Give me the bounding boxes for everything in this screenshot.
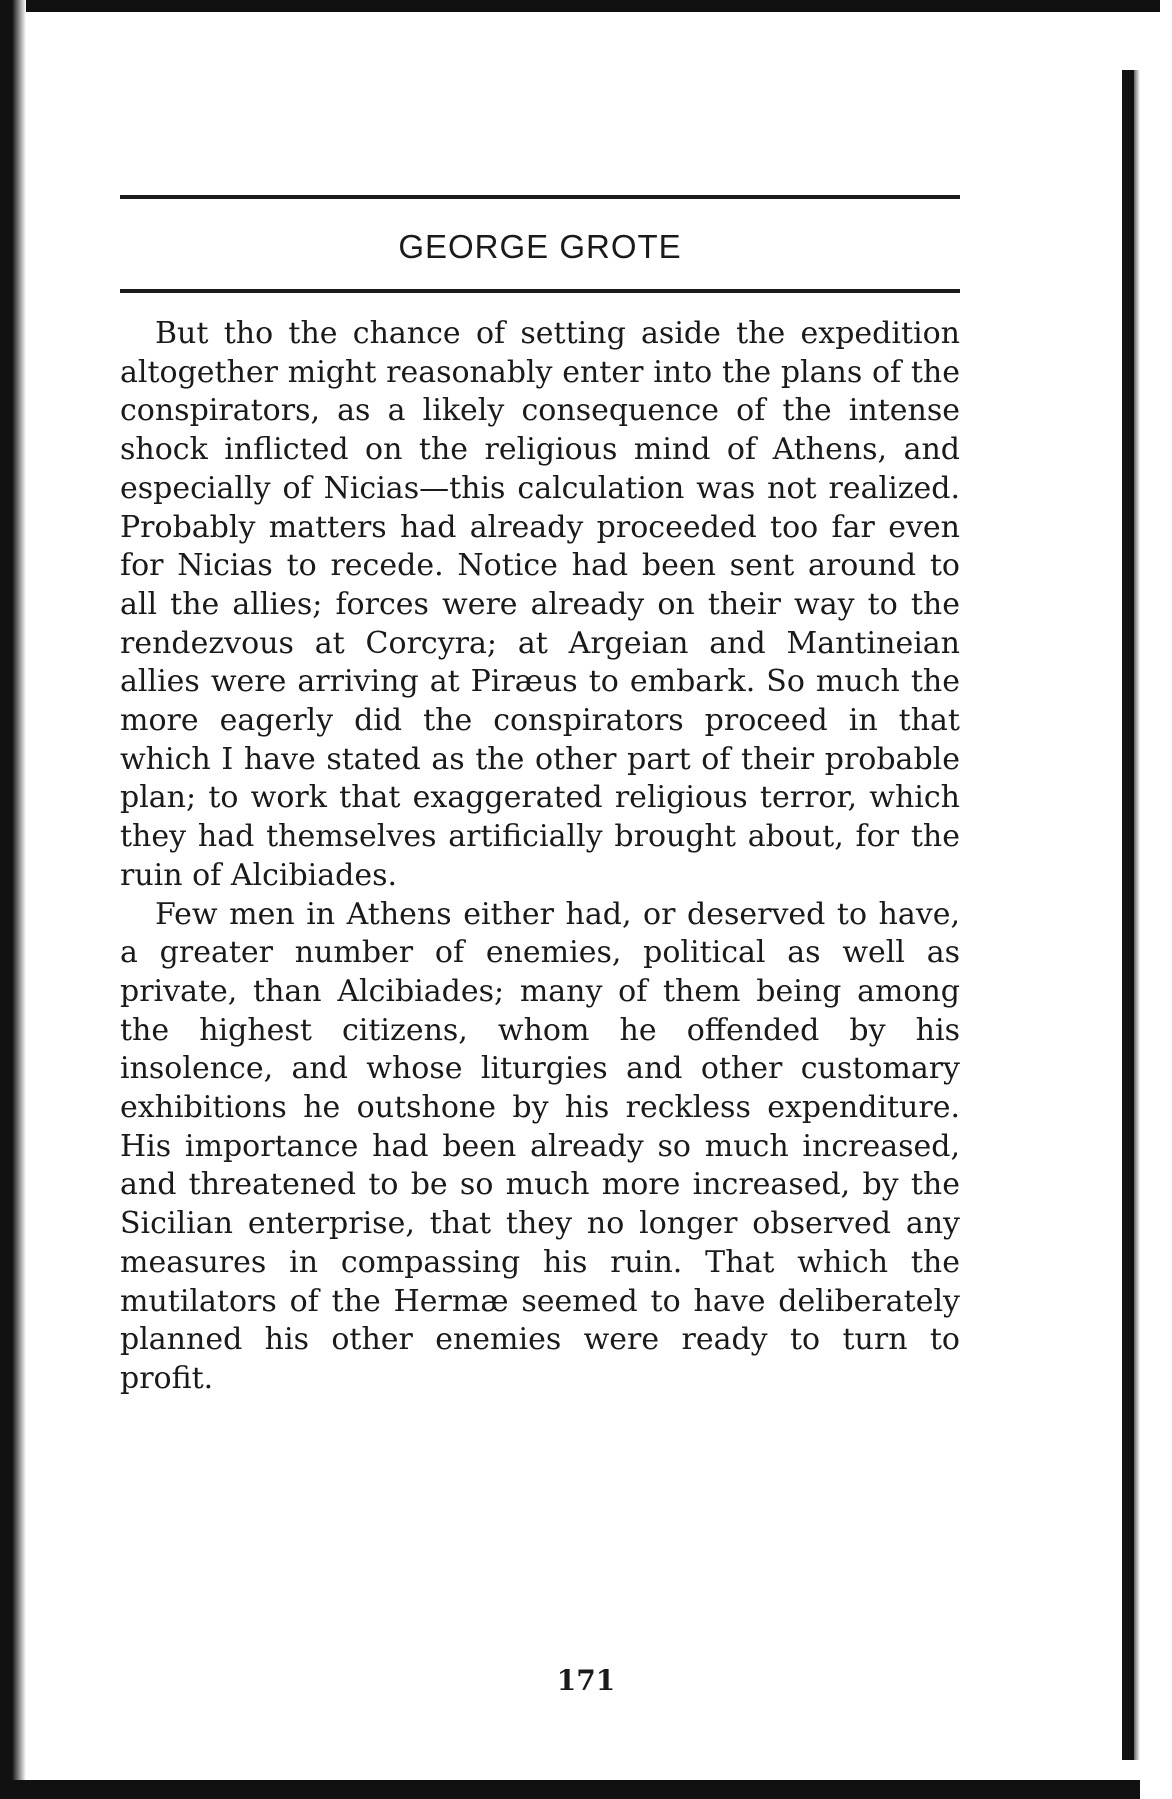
header-rule-bottom <box>120 289 960 293</box>
running-head: GEORGE GROTE <box>398 228 682 265</box>
page-number: 171 <box>556 1664 616 1697</box>
header-rule-top <box>120 195 960 199</box>
scan-edge-bottom <box>0 1780 1140 1799</box>
scan-edge-right <box>1122 70 1134 1760</box>
scan-edge-left <box>0 0 26 1799</box>
scan-edge-right-shadow <box>1134 70 1140 1760</box>
scan-edge-top <box>0 0 1160 12</box>
paragraph: But tho the chance of setting aside the expedition altogether might reasonably enter into the plans of the conspirators, as a likely consequence of the intense shock inflicted on the religious mind of Athens, and especially of Nicias—this calculation was not realized. Probably matters had already proceeded too far even for Nicias to recede. Notice had been sent around to all the allies; forces were already on their way to the rendezvous at Corcyra; at Argeian and Mantineian allies were arriving at Piræus to embark. So much the more eagerly did the conspirators proceed in that which I have stated as the other part of their probable plan; to work that exaggerated religious terror, which they had themselves artificially brought about, for the ruin of Alcibiades. <box>120 316 960 893</box>
body-text <box>120 315 960 1399</box>
book-page <box>120 195 960 1399</box>
paragraph: Few men in Athens either had, or deserved to have, a greater number of enemies, political as well as private, than Alcibiades; many of them being among the highest citizens, whom he offended by his insolence, and whose liturgies and other customary exhibitions he outshone by his reckless expenditure. His importance had been already so much increased, and threatened to be so much more increased, by the Sicilian enterprise, that they no longer observed any measures in compassing his ruin. That which the mutilators of the Hermæ seemed to have deliberately planned his other enemies were ready to turn to profit. <box>120 896 960 1396</box>
